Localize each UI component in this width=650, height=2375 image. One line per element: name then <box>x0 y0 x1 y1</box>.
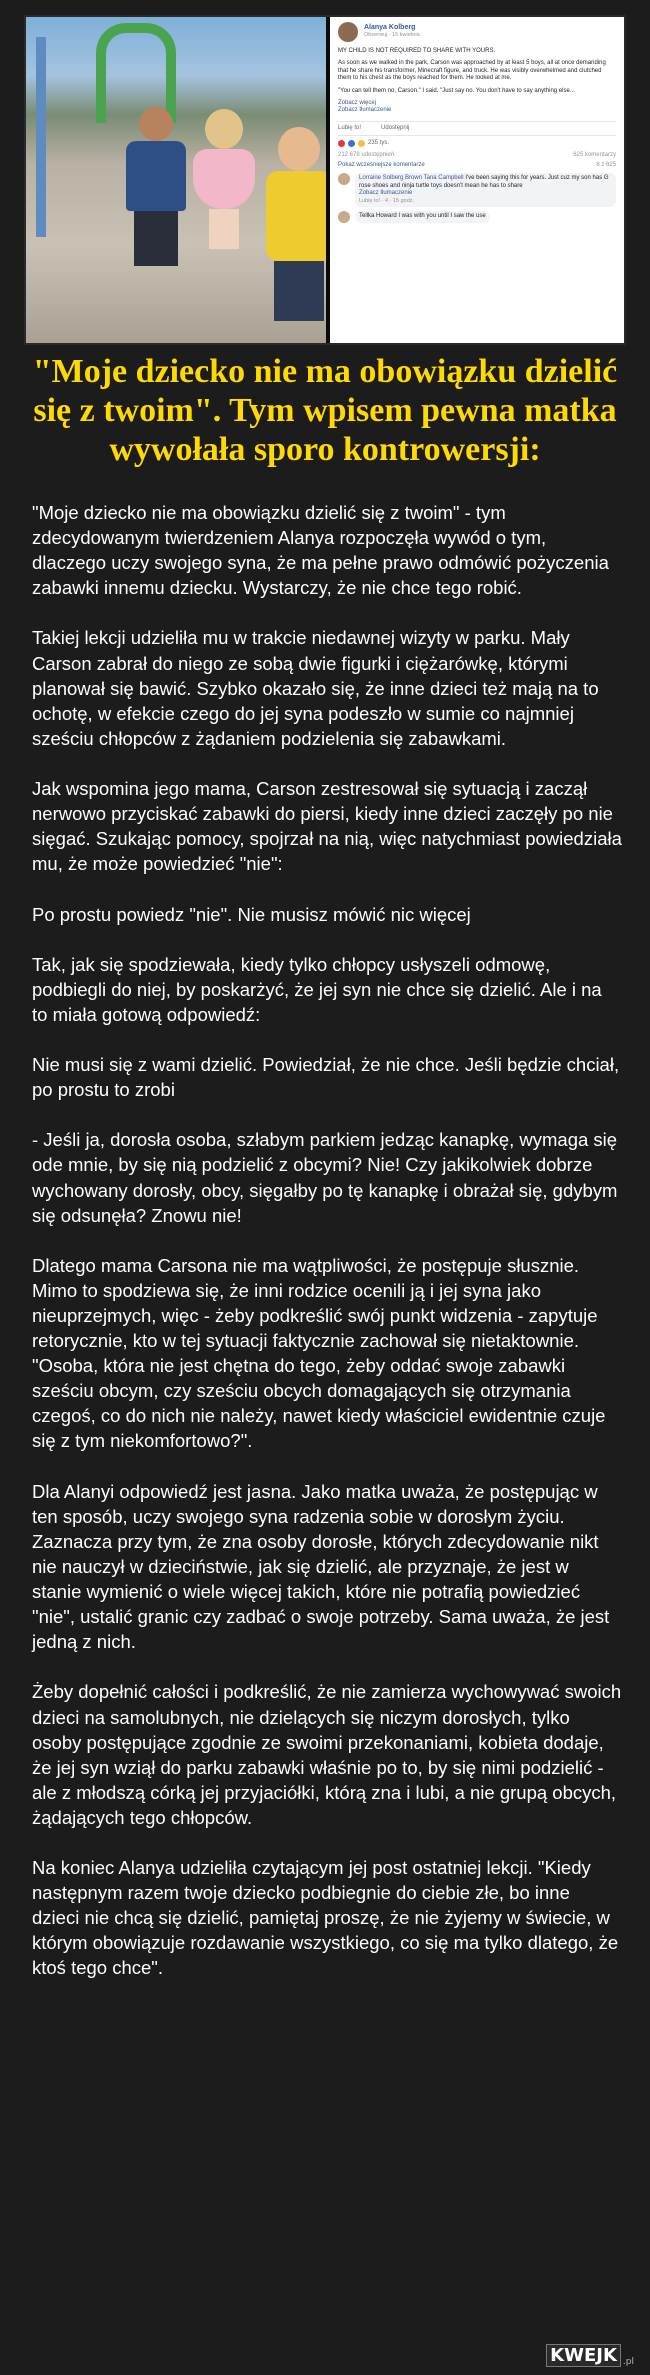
comment-mention: Brown Tana Campbell <box>405 175 464 182</box>
comment <box>338 211 616 223</box>
comment-text: Tellka Howard I was with you until I saw the use <box>359 213 486 220</box>
avatar <box>338 173 350 185</box>
child-figure <box>266 127 326 327</box>
reactions-count: 235 tys. <box>368 140 390 147</box>
love-reaction-icon <box>338 140 345 147</box>
logo-mark: KWEJK <box>546 2344 621 2367</box>
playground-photo <box>26 17 326 343</box>
article-paragraph: Nie musi się z wami dzielić. Powiedział, że nie chce. Jeśli będzie chciał, po prostu to zrobi <box>32 1054 620 1101</box>
earlier-comments-link: Pokaż wcześniejsze komentarze <box>338 162 425 169</box>
post-paragraph: "You can tell them no, Carson." I said. "Just say no. You don't have to say anything else... <box>338 87 575 94</box>
post-stats <box>338 152 616 159</box>
post-author: Alanya Kolberg <box>364 24 416 32</box>
child-figure <box>191 109 261 259</box>
article-paragraph: Jak wspomina jego mama, Carson zestresował się sytuacją i zaczął nerwowo przyciskać zabawki do piersi, kiedy inne dzieci zaczęły po nie sięgać. Szukając pomocy, spojrzał na nią, więc natychmiast powiedziała mu, że może powiedzieć "nie": <box>32 778 622 875</box>
reactions-row <box>338 140 616 147</box>
logo-suffix: .pl <box>622 2357 634 2367</box>
comment <box>338 173 616 207</box>
share-action: Udostępnij <box>381 124 410 131</box>
article-paragraph: Takiej lekcji udzieliła mu w trakcie niedawnej wizyty w parku. Mały Carson zabrał do niego ze sobą dwie figurki i ciężarówkę, którymi planował się bawić. Szybko okazało się, że inne dzieci też mają na to ochotę, w efekcie czego do jej syna podeszło w sumie co najmniej sześciu chłopców z żądaniem podzielenia się zabawkami. <box>32 627 599 749</box>
haha-reaction-icon <box>358 140 365 147</box>
child-figure <box>121 107 191 257</box>
shares-count: 212 678 udostępnień <box>338 151 395 158</box>
post-meta: Obserwuj · 15 kwietnia <box>364 32 420 39</box>
avatar <box>338 211 350 223</box>
comments-count: 625 komentarzy <box>573 151 616 158</box>
see-more-link: Zobacz więcej <box>338 100 377 107</box>
comment-translation-link: Zobacz tłumaczenie <box>359 190 413 197</box>
comments-header <box>338 162 616 169</box>
post-header <box>338 22 616 42</box>
comment-text: I've been saying this for years. Just cuz my son has G rose shoes and ninja turtle toys doesn't mean he has to share <box>359 175 609 189</box>
avatar <box>338 22 358 42</box>
facebook-post-screenshot <box>330 17 624 343</box>
site-logo[interactable] <box>546 2344 634 2367</box>
article-body <box>32 500 622 2006</box>
article-paragraph: Na koniec Alanya udzieliła czytającym jej post ostatniej lekcji. "Kiedy następnym razem twoje dziecko podbiegnie do ciebie złe, bo inne dzieci nie chcą się dzielić, pamiętaj proszę, że nie żyjemy w świecie, w którym obowiązuje rozdawanie wszystkiego, co się ma tylko dlatego, że ktoś tego chce". <box>32 1857 619 1979</box>
like-action: Lubię to! <box>338 124 362 131</box>
like-reaction-icon <box>348 140 355 147</box>
comment-author: Lorraine Solberg <box>359 175 404 182</box>
comment-reply-meta: Lubię to! · 4 · 15 godz. <box>359 197 415 204</box>
page-title: "Moje dziecko nie ma obowiązku dzielić się z twoim". Tym wpisem pewna matka wywołała sporo kontrowersji: <box>32 353 618 468</box>
article-paragraph: Dla Alanyi odpowiedź jest jasna. Jako matka uważa, że postępując w ten sposób, uczy swojego syna radzenia sobie w dorosłym życiu. Zaznacza przy tym, że zna osoby dorosłe, których zdecydowanie nikt nie nauczył w dzieciństwie, jak się dzielić, ale przyznaje, że jest w stanie wymienić o wiele więcej takich, które nie potrafią powiedzieć "nie", ustalić granic czy zadbać o swoje potrzeby. Sama uważa, że jest jedną z nich. <box>32 1480 610 1653</box>
post-paragraph: MY CHILD IS NOT REQUIRED TO SHARE WITH YOURS. <box>338 48 496 54</box>
post-paragraph: As soon as we walked in the park, Carson was approached by at least 5 boys, all at once demanding that he share his transformer, Minecraft figure, and truck. He was visibly overwhelmed and clutched them to his chest as the boys reached for them. He looked at me. <box>338 60 606 82</box>
playground-post <box>36 37 46 237</box>
post-actions <box>338 121 616 136</box>
article-paragraph: Po prostu powiedz "nie". Nie musisz mówić nic więcej <box>32 903 471 925</box>
article-paragraph: - Jeśli ja, dorosła osoba, szłabym parkiem jedząc kanapkę, wymaga się ode mnie, by się nią podzielić z obcymi? Nie! Czy jakikolwiek dobrze wychowany dorosły, obcy, sięgałby po tę kanapkę i obrażał się, gdybym się odsunęła? Znowu nie! <box>32 1129 618 1226</box>
article-paragraph: "Moje dziecko nie ma obowiązku dzielić się z twoim" - tym zdecydowanym twierdzeniem Alanya rozpoczęła wywód o tym, dlaczego uczy swojego syna, że ma pełne prawo odmówić pożyczenia zabawki innemu dziecku. Wystarczy, że nie chce tego robić. <box>32 502 609 599</box>
comments-paging: 8 z 625 <box>596 162 616 169</box>
article-paragraph: Dlatego mama Carsona nie ma wątpliwości, że postępuje słusznie. Mimo to spodziewa się, że inni rodzice ocenili ją i jej syna jako nieuprzejmych, więc - żeby podkreślić swój punkt widzenia - zapytuje retorycznie, kto w tej sytuacji faktycznie zachował się nietaktownie. "Osoba, która nie jest chętna do tego, żeby oddać swoje zabawki sześciu obcym, czy sześciu obcych domagających się otrzymania czegoś, co do nich nie należy, nawet kiedy właściciel ewidentnie czuje się z tym niekomfortowo?". <box>32 1254 606 1452</box>
post-text <box>338 48 616 115</box>
article-image <box>24 15 626 345</box>
see-translation-link: Zobacz tłumaczenie <box>338 107 392 114</box>
article-paragraph: Żeby dopełnić całości i podkreślić, że nie zamierza wychowywać swoich dzieci na samolubnych, nie dzielących się niczym dorosłych, tylko osoby postępujące zgodnie ze swoimi przekonaniami, kobieta dodaje, że jej syn wziął do parku zabawki właśnie po to, by się nimi podzielić - ale z młodszą córką jej przyjaciółki, którą zna i lubi, a nie grupą obcych, żądających tego chłopców. <box>32 1681 622 1828</box>
article-paragraph: Tak, jak się spodziewała, kiedy tylko chłopcy usłyszeli odmowę, podbiegli do niej, by poskarżyć, że jej syn nie chce się dzielić. Ale i na to miała gotową odpowiedź: <box>32 953 602 1025</box>
